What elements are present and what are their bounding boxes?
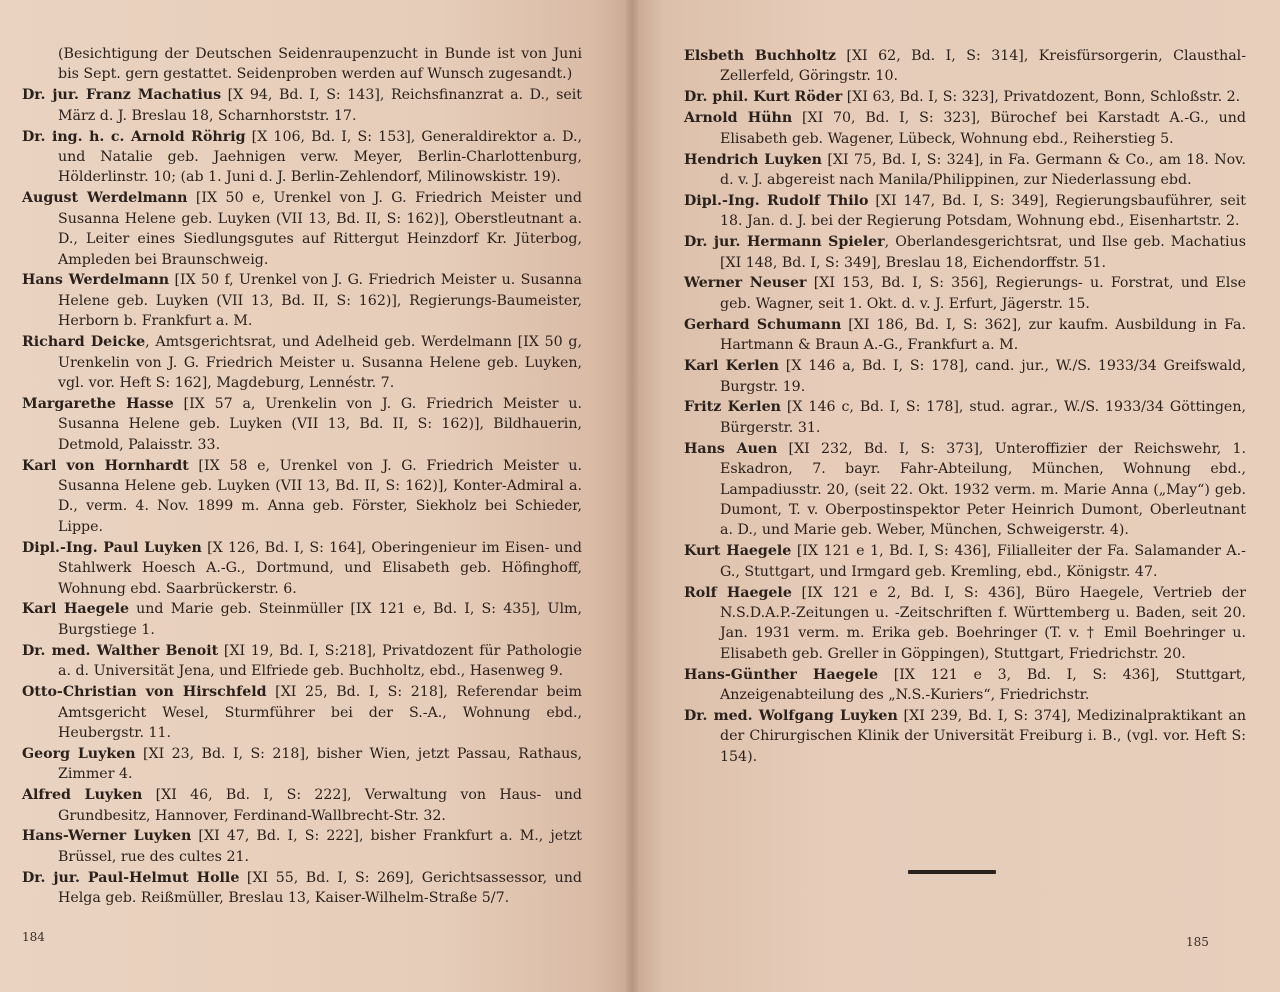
entry-name: Dr. jur. Franz Machatius [22, 87, 222, 104]
list-item [684, 191, 1246, 232]
entry-text: [IX 50 e, Urenkel von J. G. Friedrich Meister und Susanna Helene geb. Luyken (VII 13, Bd. II, S: 162)], Oberstleutnant a. D., Leiter eines Siedlungsgutes auf Rittergut Heinzdorf Kr. Jüterbog, Ampleden bei Braunschweig. [58, 190, 582, 268]
entry-text: , Amtsgerichtsrat, und Adelheid geb. Werdelmann [IX 50 g, Urenkelin von J. G. Friedrich Meister u. Susanna Helene geb. Luyken, vgl. vor. Heft S: 162], Magdeburg, Lennéstr. 7. [58, 334, 582, 391]
entry-name: Kurt Haegele [684, 543, 792, 560]
entry-name: Richard Deicke [22, 334, 146, 351]
book-spine [626, 0, 638, 992]
list-item [684, 87, 1246, 107]
entry-name: Elsbeth Buchholtz [684, 48, 836, 64]
entry-name: Dr. med. Walther Benoit [22, 642, 219, 659]
entry-text: [X 106, Bd. I, S: 153], Generaldirektor a. D., und Natalie geb. Jaehnigen verw. Meyer, Berlin-Charlottenburg, Hölderlinstr. 10; (ab 1. Juni d. J. Berlin-Zehlendorf, Milinowskistr. 19). [58, 128, 582, 186]
entry-text: und Marie geb. Steinmüller [IX 121 e, Bd. I, S: 435], Ulm, Burgstiege 1. [58, 601, 582, 638]
list-item [22, 826, 582, 867]
entry-text: [XI 46, Bd. I, S: 222], Verwaltung von Haus- und Grundbesitz, Hannover, Ferdinand-Wallbrecht-Str. 32. [58, 787, 582, 824]
list-item [684, 273, 1246, 314]
list-item [684, 356, 1246, 397]
entry-name: Arnold Hühn [684, 110, 793, 127]
entry-text: [XI 147, Bd. I, S: 349], Regierungsbauführer, seit 18. Jan. d. J. bei der Regierung Potsdam, Wohnung ebd., Eisenhartstr. 2. [720, 192, 1246, 230]
entry-text: [X 94, Bd. I, S: 143], Reichsfinanzrat a. D., seit März d. J. Breslau 18, Scharnhorststr. 17. [58, 87, 582, 124]
entry-name: Dr. med. Wolfgang Luyken [684, 708, 898, 724]
entry-text: [XI 23, Bd. I, S: 218], bisher Wien, jetzt Passau, Rathaus, Zimmer 4. [58, 745, 582, 783]
list-item [684, 315, 1246, 356]
list-item [22, 538, 582, 599]
list-item [22, 744, 582, 785]
entry-text: , Oberlandesgerichtsrat, und Ilse geb. Machatius [XI 148, Bd. I, S: 349], Breslau 18, Eichendorffstr. 51. [720, 234, 1246, 271]
entry-name: Rolf Haegele [684, 584, 792, 601]
entry-text: [XI 47, Bd. I, S: 222], bisher Frankfurt a. M., jetzt Brüssel, rue des cultes 21. [58, 828, 583, 865]
list-item [22, 682, 582, 743]
entry-name: August Werdelmann [22, 190, 188, 207]
entry-text: [IX 121 e 3, Bd. I, S: 436], Stuttgart, Anzeigenabteilung des „N.S.-Kuriers“, Friedrichstr. [720, 666, 1246, 704]
entry-text: [X 146 c, Bd. I, S: 178], stud. agrar., W./S. 1933/34 Göttingen, Bürgerstr. 31. [720, 399, 1246, 436]
entry-text: [IX 121 e 2, Bd. I, S: 436], Büro Haegele, Vertrieb der N.S.D.A.P.-Zeitungen u. -Zeitschriften f. Württemberg u. Baden, seit 20. Jan. 1931 verm. m. Erika geb. Boehringer (T. v. † Emil Boehringer u. Elisabeth geb. Greller in Göppingen), Stuttgart, Friedrichstr. 20. [720, 584, 1246, 662]
entry-text: [IX 50 f, Urenkel von J. G. Friedrich Meister u. Susanna Helene geb. Luyken (VII 13, Bd. II, S: 162)], Regierungs-Baumeister, Herborn b. Frankfurt a. M. [58, 272, 582, 330]
list-item [684, 397, 1246, 438]
entry-text: [XI 75, Bd. I, S: 324], in Fa. Germann & Co., am 18. Nov. d. v. J. abgereist nach Manila/Philippinen, zur Niederlassung ebd. [720, 151, 1246, 188]
entry-name: Dr. phil. Kurt Röder [684, 89, 843, 106]
entry-text: [XI 55, Bd. I, S: 269], Gerichtsassessor, und Helga geb. Reißmüller, Breslau 13, Kaiser-Wilhelm-Straße 5/7. [58, 869, 583, 907]
entry-name: Georg Luyken [22, 745, 136, 762]
entry-name: Fritz Kerlen [684, 399, 781, 416]
entry-text: [IX 57 a, Urenkelin von J. G. Friedrich Meister u. Susanna Helene geb. Luyken (VII 13, Bd. II, S: 162)], Bildhauerin, Detmold, Palaisstr. 33. [58, 395, 583, 453]
list-item [22, 188, 582, 270]
list-item [22, 127, 582, 188]
entry-name: Dr. jur. Hermann Spieler [684, 234, 885, 251]
entry-name: Karl Kerlen [684, 358, 779, 375]
page-number-right: 185 [1186, 935, 1209, 949]
entry-text: [X 146 a, Bd. I, S: 178], cand. jur., W./S. 1933/34 Greifswald, Burgstr. 19. [720, 358, 1246, 395]
entry-name: Hans Auen [684, 440, 778, 457]
entry-name: Dipl.-Ing. Rudolf Thilo [684, 192, 869, 209]
entry-name: Hans-Werner Luyken [22, 828, 192, 845]
list-item [684, 150, 1246, 191]
entry-name: Karl von Hornhardt [22, 457, 189, 474]
end-rule [908, 870, 996, 874]
list-item [22, 785, 582, 826]
list-item [684, 541, 1246, 582]
list-item [684, 108, 1246, 149]
intro-note: (Besichtigung der Deutschen Seidenraupenzucht in Bunde ist von Juni bis Sept. gern gestattet. Seidenproben werden auf Wunsch zugesandt.) [58, 46, 582, 83]
list-item [22, 641, 582, 682]
entry-text: [IX 58 e, Urenkel von J. G. Friedrich Meister u. Susanna Helene geb. Luyken (VII 13, Bd. II, S: 162)], Konter-Admiral a. D., verm. 4. Nov. 1899 m. Anna geb. Förster, Siekholz bei Schieder, Lippe. [58, 457, 582, 535]
list-item [22, 85, 582, 126]
entry-name: Otto-Christian von Hirschfeld [22, 684, 267, 701]
list-item [22, 868, 582, 909]
list-item [684, 665, 1246, 706]
entry-text: [XI 232, Bd. I, S: 373], Unteroffizier der Reichswehr, 1. Eskadron, 7. bayr. Fahr-Abteilung, München, Wohnung ebd., Lampadiusstr. 20, (seit 22. Okt. 1932 verm. m. Marie Anna („May“) geb. Dumont, T. v. Oberpostinspektor Peter Heinrich Dumont, Oberleutnant a. D., und Marie geb. Weber, München, Schweigerstr. 4). [720, 440, 1246, 539]
list-item [22, 332, 582, 393]
entry-text: [XI 153, Bd. I, S: 356], Regierungs- u. Forstrat, und Else geb. Wagner, seit 1. Okt. d. v. J. Erfurt, Jägerstr. 15. [720, 275, 1246, 312]
entry-name: Dr. jur. Paul-Helmut Holle [22, 869, 240, 886]
entry-name: Gerhard Schumann [684, 316, 842, 333]
list-item [684, 46, 1246, 87]
left-page-entries [22, 44, 582, 909]
right-page [632, 0, 1280, 992]
list-item [684, 706, 1246, 767]
entry-text: [XI 63, Bd. I, S: 323], Privatdozent, Bonn, Schloßstr. 2. [842, 89, 1241, 106]
entry-name: Werner Neuser [684, 275, 807, 292]
page-number-left: 184 [22, 930, 45, 944]
list-item [22, 599, 582, 640]
entry-text: [XI 19, Bd. I, S:218], Privatdozent für Pathologie a. d. Universität Jena, und Elfriede geb. Buchholtz, ebd., Hasenweg 9. [58, 642, 582, 680]
entry-name: Alfred Luyken [22, 787, 143, 804]
entry-text: [XI 62, Bd. I, S: 314], Kreisfürsorgerin, Clausthal-Zellerfeld, Göringstr. 10. [720, 48, 1246, 85]
entry-text: [XI 25, Bd. I, S: 218], Referendar beim Amtsgericht Wesel, Sturmführer bei der S.-A., Wohnung ebd., Heubergstr. 11. [58, 684, 582, 741]
list-item [684, 583, 1246, 665]
list-item [684, 439, 1246, 541]
list-item [684, 232, 1246, 273]
entry-name: Margarethe Hasse [22, 395, 174, 412]
entry-name: Hendrich Luyken [684, 151, 822, 168]
entry-name: Dr. ing. h. c. Arnold Röhrig [22, 128, 246, 145]
entry-text: [X 126, Bd. I, S: 164], Oberingenieur im Eisen- und Stahlwerk Hoesch A.-G., Dortmund, und Elisabeth geb. Höfinghoff, Wohnung ebd. Saarbrückerstr. 6. [58, 539, 582, 597]
entry-name: Karl Haegele [22, 601, 129, 618]
left-page [0, 0, 632, 992]
entry-text: [XI 186, Bd. I, S: 362], zur kaufm. Ausbildung in Fa. Hartmann & Braun A.-G., Frankfurt a. M. [720, 316, 1246, 354]
right-page-entries [684, 46, 1246, 768]
entry-name: Hans-Günther Haegele [684, 666, 879, 683]
list-item [22, 456, 582, 538]
entry-name: Hans Werdelmann [22, 272, 170, 289]
list-item [22, 270, 582, 331]
entry-name: Dipl.-Ing. Paul Luyken [22, 539, 202, 556]
entry-text: [XI 239, Bd. I, S: 374], Medizinalpraktikant an der Chirurgischen Klinik der Universität Freiburg i. B., (vgl. vor. Heft S: 154). [720, 708, 1247, 765]
list-item [22, 394, 582, 455]
entry-text: [IX 121 e 1, Bd. I, S: 436], Filialleiter der Fa. Salamander A.-G., Stuttgart, und Irmgard geb. Kremling, ebd., Königstr. 47. [720, 543, 1246, 580]
entry-text: [XI 70, Bd. I, S: 323], Bürochef bei Karstadt A.-G., und Elisabeth geb. Wagener, Lübeck, Wohnung ebd., Reiherstieg 5. [720, 110, 1246, 147]
